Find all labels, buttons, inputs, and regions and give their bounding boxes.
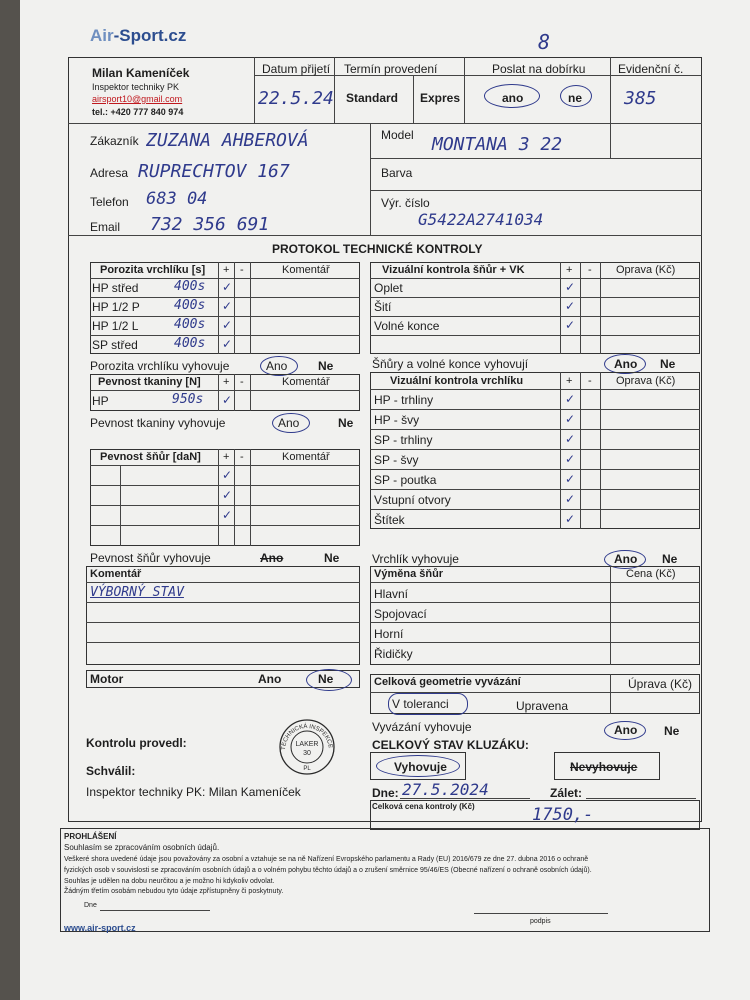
schvalil: Schválil: — [86, 764, 136, 778]
porozita-row-label: SP střed — [92, 338, 138, 352]
inspector-role: Inspektor techniky PK — [92, 82, 180, 92]
check-mark: ✓ — [222, 468, 233, 482]
pevnost-tkaniny-verdict: Pevnost tkaniny vyhovuje — [90, 416, 226, 430]
kontrolu-provedl: Kontrolu provedl: — [86, 736, 187, 750]
check-mark: ✓ — [222, 299, 233, 313]
check-mark: ✓ — [565, 392, 576, 406]
vyrobni-cislo-label: Výr. číslo — [381, 196, 430, 210]
zalet-label: Zálet: — [550, 786, 583, 800]
evidencni-cislo-value: 385 — [624, 88, 657, 109]
porozita-row-value: 400s — [174, 279, 206, 294]
porozita-row-value: 400s — [174, 317, 206, 332]
dne-value: 27.5.2024 — [402, 780, 489, 799]
datum-prijeti-label: Datum přijetí — [262, 62, 331, 76]
celkova-cena-label: Celková cena kontroly (Kč) — [372, 802, 475, 811]
check-mark: ✓ — [222, 393, 233, 407]
vyrobni-cislo-value: G5422A2741034 — [418, 210, 544, 229]
motor-label: Motor — [90, 672, 124, 686]
check-mark: ✓ — [222, 508, 233, 522]
email-label: Email — [90, 220, 121, 234]
check-mark: ✓ — [565, 412, 576, 426]
inspector-name: Milan Kameníček — [92, 66, 190, 80]
check-mark: ✓ — [222, 318, 233, 332]
dne-label: Dne: — [372, 786, 399, 800]
telefon-value: 683 04 — [146, 189, 208, 209]
inspector-phone: tel.: +420 777 840 974 — [92, 107, 184, 117]
barva-label: Barva — [381, 166, 413, 180]
check-mark: ✓ — [565, 472, 576, 486]
termin-expres: Expres — [420, 91, 461, 105]
check-mark: ✓ — [565, 452, 576, 466]
check-mark: ✓ — [222, 488, 233, 502]
celkova-cena-value: 1750,- — [532, 805, 594, 825]
nevyhovuje: Nevyhovuje — [570, 760, 638, 774]
email-value: 732 356 691 — [150, 214, 270, 235]
svg-text:30: 30 — [303, 750, 311, 757]
check-mark: ✓ — [565, 280, 576, 294]
porozita-row-value: 400s — [174, 298, 206, 313]
air-sport-logo: Air-Sport.cz — [90, 26, 187, 45]
komentar-value: VÝBORNÝ STAV — [90, 585, 184, 600]
pevnost-snur-verdict: Pevnost šňůr vyhovuje — [90, 551, 211, 565]
vizualni-snur-verdict: Šňůry a volné konce vyhovují — [372, 357, 529, 371]
corner-mark: 8 — [538, 30, 551, 54]
check-mark: ✓ — [565, 299, 576, 313]
inspection-stamp — [278, 718, 336, 776]
komentar-title: Komentář — [90, 568, 142, 580]
termin-provedeni-label: Termín provedení — [344, 62, 438, 76]
footer-url[interactable]: www.air-sport.cz — [64, 923, 136, 933]
model-value: MONTANA 3 22 — [432, 134, 563, 155]
datum-prijeti-value: 22.5.24 — [258, 88, 334, 109]
protocol-title: PROTOKOL TECHNICKÉ KONTROLY — [272, 242, 483, 256]
model-label: Model — [381, 128, 414, 142]
protocol-sheet: Air-Sport.cz 8 Milan Kameníček Inspektor techniky PK airsport10@gmail.com tel.: +420 777 840 974 Datum přijetí Termín provedení Poslat na dobírku Evidenční č. 22.5.24 Standard Expres ano ne 385 Zákazník ZUZANA AHBEROVÁ Adresa RUPRECHTOV 167 Telefon 683 04 Email 732 356 691 Model MONTANA 3 22 Barva Výr. číslo G5422A2741034 PROTOKOL TECHNICKÉ KONTROLY Porozita vrchlíku [s] + - Komentář HP střed 400s ✓ HP 1/2 P 400s ✓ HP 1/2 L 400s ✓ SP střed 400s ✓ Porozita vrchlíku vyhovuje Ano Ne Pevnost tkaniny [N] + - Komentář HP 950s ✓ Pevnost tkaniny vyhovuje Ano Ne Pevnost šňůr [daN] + - Komentář ✓ ✓ ✓ Pevnost šňůr vyhovuje Ano Ne Vizuální kontrola šňůr + VK + - Oprava (Kč) Oplet ✓ Šití ✓ Volné konce ✓ Šňůry a volné konce vyhovují Ano Ne Vizuální kontrola vrchlíku + - Oprava (Kč) HP - trhliny ✓ HP - švy ✓ SP - trhliny ✓ SP - švy ✓ SP - poutka ✓ Vstupní otvory ✓ Štítek ✓ Vrchlík vyhovuje Ano Ne Komentář VÝBORNÝ STAV Výměna šňůr Cena (Kč) Hlavní Spojovací Horní Řidičky Motor Ano Ne Celková geometrie vyvázání Úprava (Kč) V toleranci Upravena Vyvázání vyhovuje Ano Ne TECHNICKÁ INSPEKCE LAKER 30 PL Kontrolu provedl: Schválil: Inspektor techniky PK: Milan Kameníček CELKOVÝ STAV KLUZÁKU: Vyhovuje Nevyhovuje Dne: 27.5.2024 Zálet: Celková cena kontroly (Kč) 1750,- PROHLÁŠENÍ Souhlasím se zpracováním osobních údajů. Veškeré shora uvedené údaje jsou považovány za osobní a vztahuje se na ně Nařízení Evropského parlamentu a Rady (EU) 2016/679 ze dne 27. dubna 2016 o ochraně fyzických osob v souvislosti se zpracováním osobních údajů a o volném pohybu těchto údajů a o zrušení směrnice 95/46/ES (Obecné nařízení o ochraně osobních údajů). Souhlas je udělen na dobu neurčitou a je možno hi kdykoliv odvolat. Žádným třetím osobám nebudou tyto údaje zpřístupněny či poskytnuty. Dne podpis www.air-sport.cz — [20, 0, 750, 1000]
check-mark: ✓ — [222, 280, 233, 294]
termin-standard: Standard — [346, 91, 399, 105]
komentar-box — [86, 566, 360, 665]
inspektor-line: Inspektor techniky PK: Milan Kameníček — [86, 785, 301, 799]
vyhovuje: Vyhovuje — [394, 760, 447, 774]
zakaznik-label: Zákazník — [90, 134, 139, 148]
vizualni-snur-title: Vizuální kontrola šňůr + VK — [382, 264, 525, 276]
prohlaseni-title: PROHLÁŠENÍ — [64, 832, 117, 841]
telefon-label: Telefon — [90, 195, 129, 209]
porozita-row-value: 400s — [174, 336, 206, 351]
adresa-value: RUPRECHTOV 167 — [138, 161, 290, 182]
porozita-verdict: Porozita vrchlíku vyhovuje — [90, 359, 230, 373]
dobirka-ne: ne — [568, 91, 583, 105]
vrchlik-verdict: Vrchlík vyhovuje — [372, 552, 459, 566]
zakaznik-value: ZUZANA AHBEROVÁ — [146, 130, 309, 151]
vizualni-vrchliku-title: Vizuální kontrola vrchlíku — [390, 375, 524, 387]
svg-text:PL: PL — [303, 766, 311, 772]
svg-text:LAKER: LAKER — [295, 741, 319, 748]
porozita-row-label: HP 1/2 L — [92, 319, 139, 333]
inspector-email[interactable]: airsport10@gmail.com — [92, 94, 183, 104]
pevnost-tkaniny-title: Pevnost tkaniny [N] — [98, 376, 201, 388]
celkovy-stav-title: CELKOVÝ STAV KLUZÁKU: — [372, 738, 529, 752]
check-mark: ✓ — [565, 512, 576, 526]
dobirka-ano: ano — [502, 91, 524, 105]
check-mark: ✓ — [565, 492, 576, 506]
vyvazani-verdict: Vyvázání vyhovuje — [372, 720, 472, 734]
check-mark: ✓ — [222, 337, 233, 351]
adresa-label: Adresa — [90, 166, 129, 180]
geometrie-title: Celková geometrie vyvázání — [374, 676, 521, 688]
porozita-row-label: HP střed — [92, 281, 139, 295]
porozita-row-label: HP 1/2 P — [92, 300, 140, 314]
check-mark: ✓ — [565, 432, 576, 446]
porozita-title: Porozita vrchlíku [s] — [100, 264, 206, 276]
evidencni-cislo-label: Evidenční č. — [618, 62, 684, 76]
svg-text:TECHNICKÁ INSPEKCE: TECHNICKÁ INSPEKCE — [280, 723, 333, 751]
pevnost-snur-title: Pevnost šňůr [daN] — [100, 451, 201, 463]
check-mark: ✓ — [565, 318, 576, 332]
poslat-na-dobirku-label: Poslat na dobírku — [492, 62, 586, 76]
vymena-title: Výměna šňůr — [374, 568, 444, 580]
